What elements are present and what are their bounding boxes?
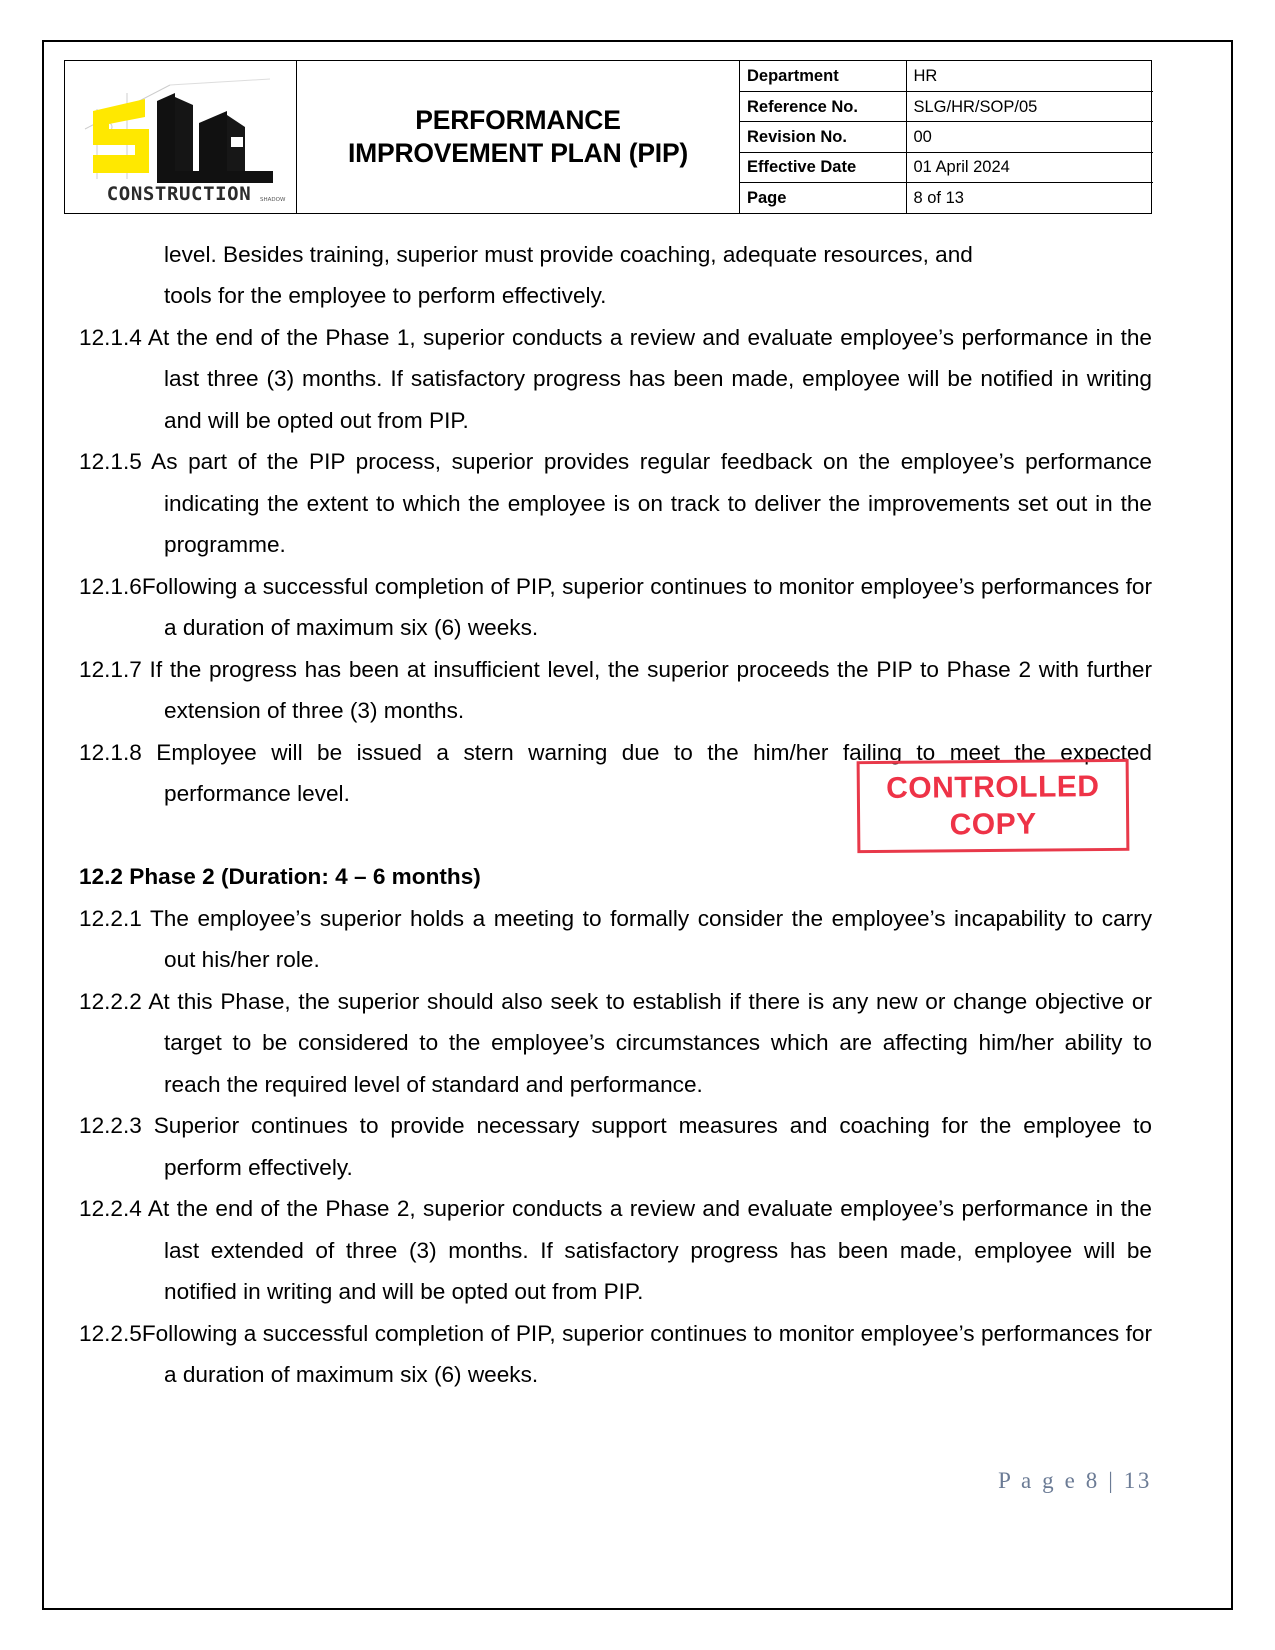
clause-12-2-4: 12.2.4 At the end of the Phase 2, superior conducts a review and evaluate employee’s performance in the last extended of three (3) months. If satisfactory progress has been made, employee will be notified in writing and will be opted out from PIP. [79, 1196, 1152, 1305]
company-logo-cell [65, 61, 297, 214]
clause-12-2-3: 12.2.3 Superior continues to provide necessary support measures and coaching for the employee to perform effectively. [79, 1113, 1152, 1180]
meta-value-reference-no: SLG/HR/SOP/05 [906, 91, 1153, 121]
heading-12-2: 12.2 Phase 2 (Duration: 4 – 6 months) [79, 864, 481, 890]
meta-value-department: HR [906, 61, 1153, 91]
logo-suffix: SHADOW [259, 196, 285, 203]
meta-value-effective-date: 01 April 2024 [906, 152, 1153, 182]
meta-row-reference-no [740, 91, 1153, 121]
page-border [42, 40, 1233, 1610]
clause-12-1-5: 12.1.5 As part of the PIP process, superior provides regular feedback on the employee’s performance indicating the extent to which the employee is on track to deliver the improvements set out in the programme. [79, 449, 1152, 558]
clause-12-2-5: 12.2.5Following a successful completion of PIP, superior continues to monitor employee’s performances for a duration of maximum six (6) weeks. [79, 1320, 1152, 1388]
document-title-line2: IMPROVEMENT PLAN (PIP) [347, 137, 689, 168]
logo-icon [75, 67, 287, 207]
slg-construction-logo [75, 67, 287, 207]
document-title-line1: PERFORMANCE [415, 104, 621, 135]
document-header-table [64, 60, 1152, 214]
meta-row-effective-date [740, 152, 1153, 182]
page-content [64, 60, 1215, 1594]
stamp-line-copy: COPY [949, 807, 1037, 841]
meta-value-page: 8 of 13 [906, 183, 1153, 213]
meta-key-page: Page [740, 183, 906, 213]
logo-wordmark: CONSTRUCTION [106, 182, 251, 205]
meta-key-revision-no: Revision No. [740, 122, 906, 152]
document-body [64, 234, 1152, 1396]
meta-row-department [740, 61, 1153, 91]
clause-continuation-line2: tools for the employee to perform effectively. [164, 283, 607, 309]
clause-12-1-7: 12.1.7 If the progress has been at insufficient level, the superior proceeds the PIP to Phase 2 with further extension of three (3) months. [79, 656, 1152, 724]
document-title-cell [297, 61, 740, 214]
meta-key-department: Department [740, 61, 906, 91]
meta-key-reference-no: Reference No. [740, 91, 906, 121]
clause-continuation-line1: level. Besides training, superior must provide coaching, adequate resources, and [164, 241, 973, 267]
document-meta-cell [740, 61, 1152, 214]
clause-12-1-6: 12.1.6Following a successful completion of PIP, superior continues to monitor employee’s performances for a duration of maximum six (6) weeks. [79, 573, 1152, 641]
section-spacer [64, 815, 1152, 857]
meta-row-revision-no [740, 122, 1153, 152]
meta-row-page [740, 183, 1153, 213]
clause-12-1-4: 12.1.4 At the end of the Phase 1, superior conducts a review and evaluate employee’s performance in the last three (3) months. If satisfactory progress has been made, employee will be notified in writing and will be opted out from PIP. [79, 324, 1152, 433]
clause-12-1-8: 12.1.8 Employee will be issued a stern warning due to the him/her failing to meet the expected performance level. [79, 739, 1152, 807]
clause-12-2-1: 12.2.1 The employee’s superior holds a meeting to formally consider the employee’s incapability to carry out his/her role. [79, 905, 1152, 973]
meta-key-effective-date: Effective Date [740, 152, 906, 182]
page-footer: P a g e 8 | 13 [998, 1468, 1152, 1493]
clause-12-2-2: 12.2.2 At this Phase, the superior should also seek to establish if there is any new or change objective or target to be considered to the employee’s circumstances which are affecting him/her ability to reach the required level of standard and performance. [79, 988, 1152, 1097]
stamp-line-controlled: CONTROLLED [886, 769, 1100, 805]
document-meta-table [740, 61, 1153, 213]
meta-value-revision-no: 00 [906, 122, 1153, 152]
